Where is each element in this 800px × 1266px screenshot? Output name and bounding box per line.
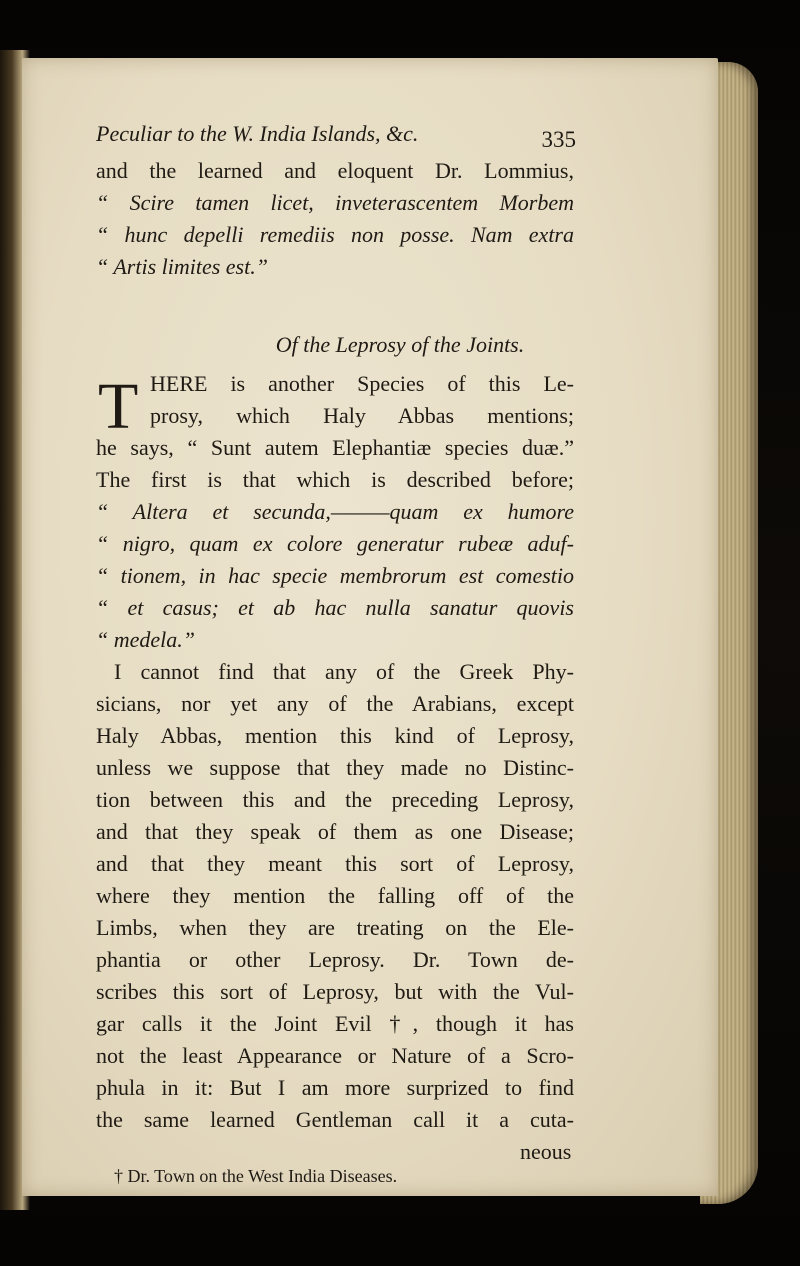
running-title: Peculiar to the W. India Islands, &c. <box>96 121 419 146</box>
paragraph-line: Limbs, when they are treating on the Ele- <box>96 915 574 940</box>
paragraph-line: “ Altera et secunda,———quam ex humore <box>96 499 574 524</box>
paragraph-line: HERE is another Species of this Le- <box>150 371 574 396</box>
paragraph-line: the same learned Gentleman call it a cuta- <box>96 1107 574 1132</box>
paragraph-line: “ nigro, quam ex colore generatur rubeæ aduf- <box>96 531 574 556</box>
paragraph-line: Haly Abbas, mention this kind of Leprosy, <box>96 723 574 748</box>
drop-cap: T <box>98 370 139 443</box>
paragraph-line: The first is that which is described before; <box>96 467 574 492</box>
catchword: neous <box>520 1139 572 1164</box>
paragraph-line: where they mention the falling off of the <box>96 883 574 908</box>
paragraph-line: and that they meant this sort of Leprosy, <box>96 851 574 876</box>
footnote: † Dr. Town on the West India Diseases. <box>114 1166 398 1186</box>
text-line: and the learned and eloquent Dr. Lommius, <box>96 158 574 183</box>
paragraph-line: phula in it: But I am more surprized to find <box>96 1075 574 1100</box>
paragraph-line: prosy, which Haly Abbas mentions; <box>150 403 574 428</box>
paragraph-line: “ et casus; et ab hac nulla sanatur quovis <box>96 595 574 620</box>
page-number: 335 <box>541 127 576 152</box>
paragraph-line: sicians, nor yet any of the Arabians, except <box>96 691 574 716</box>
paragraph-line: he says, “ Sunt autem Elephantiæ species duæ.” <box>96 435 574 460</box>
paragraph-line: “ tionem, in hac specie membrorum est comestio <box>96 563 574 588</box>
section-heading: Of the Leprosy of the Joints. <box>275 332 525 357</box>
paragraph-line: unless we suppose that they made no Distinc- <box>96 755 574 780</box>
text-line: “ Scire tamen licet, inveterascentem Morbem <box>96 190 574 215</box>
paragraph-line: tion between this and the preceding Leprosy, <box>96 787 574 812</box>
paragraph-line: scribes this sort of Leprosy, but with the Vul- <box>96 979 574 1004</box>
paragraph-line: not the least Appearance or Nature of a Scro- <box>96 1043 574 1068</box>
paragraph-line: and that they speak of them as one Disease; <box>96 819 574 844</box>
text-line: “ hunc depelli remediis non posse. Nam extra <box>96 222 574 247</box>
text-line: “ Artis limites est.” <box>96 254 268 279</box>
paragraph-line: I cannot find that any of the Greek Phy- <box>114 659 574 684</box>
paragraph-line: gar calls it the Joint Evil †, though it has <box>96 1011 574 1036</box>
paragraph-line: phantia or other Leprosy. Dr. Town de- <box>96 947 574 972</box>
paragraph-line: “ medela.” <box>96 627 195 652</box>
running-header <box>96 121 576 155</box>
